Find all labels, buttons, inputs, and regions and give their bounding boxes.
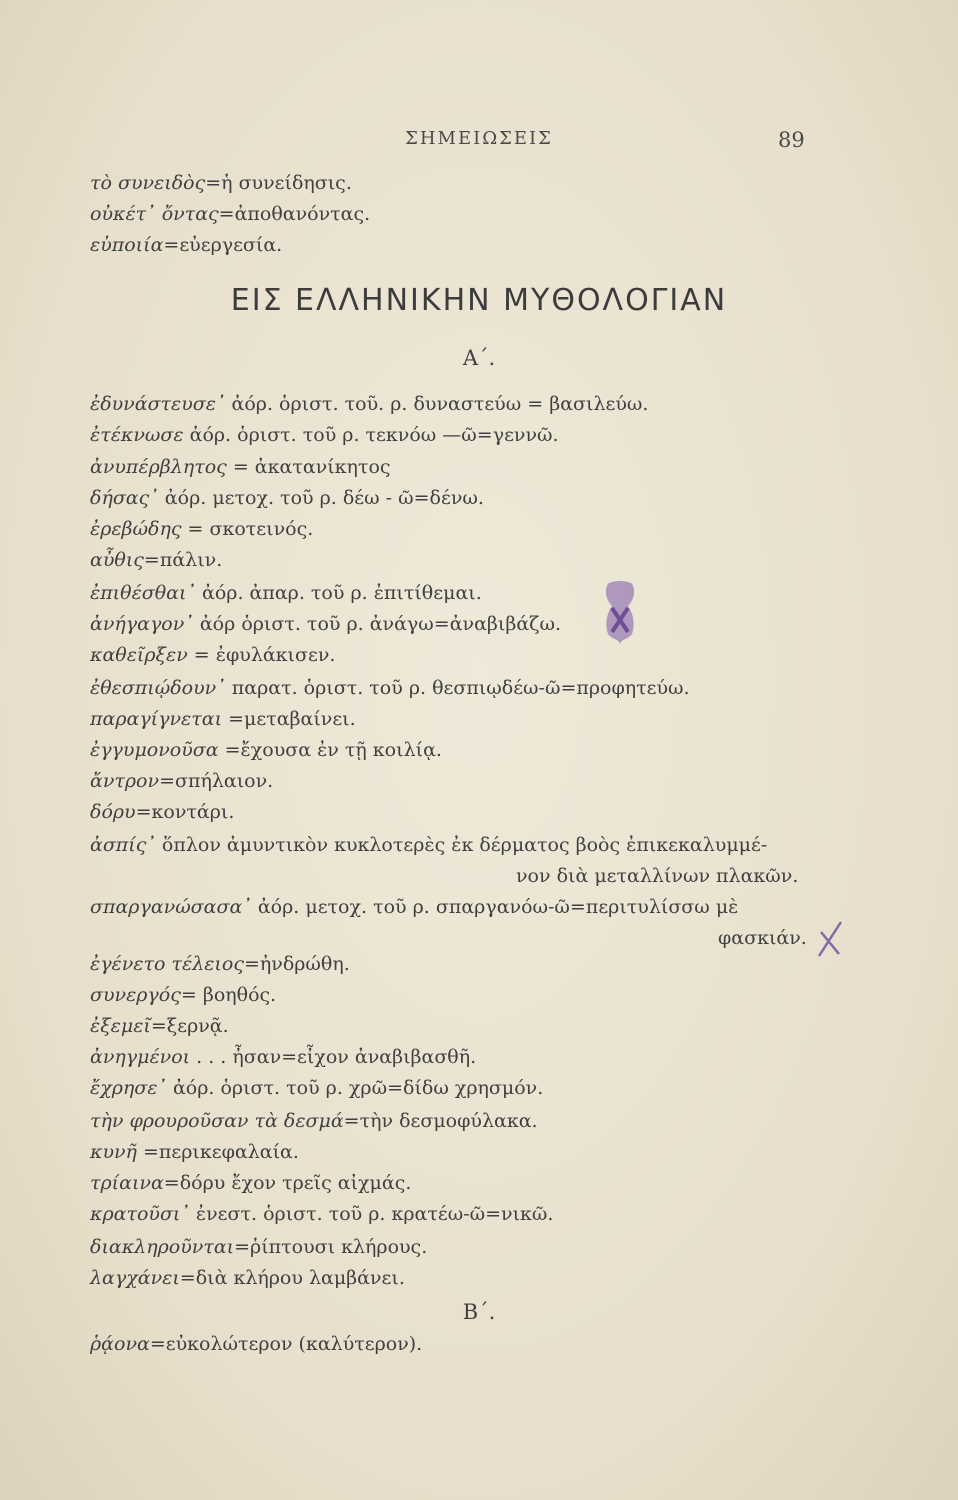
note-line: αὖθις=πάλιν. bbox=[90, 549, 223, 571]
note-line: ῥᾴονα=εὐκολώτερον (καλύτερον). bbox=[90, 1333, 423, 1355]
note-line: κρατοῦσι᾽ ἐνεστ. ὁριστ. τοῦ ρ. κρατέω-ῶ=νικῶ. bbox=[90, 1203, 554, 1225]
note-line: τὸ συνειδὸς=ἡ συνείδησις. bbox=[90, 172, 352, 194]
note-line: οὐκέτ᾽ ὄντας=ἀποθανόντας. bbox=[90, 203, 371, 225]
note-line: καθεῖρξεν = ἐφυλάκισεν. bbox=[90, 644, 336, 666]
note-line: διακληροῦνται=ῥίπτουσι κλήρους. bbox=[90, 1236, 428, 1258]
note-line: τρίαινα=δόρυ ἔχον τρεῖς αἰχμάς. bbox=[90, 1172, 412, 1194]
note-continuation: φασκιάν. bbox=[718, 927, 807, 949]
note-line: τὴν φρουροῦσαν τὰ δεσμά=τὴν δεσμοφύλακα. bbox=[90, 1110, 538, 1132]
note-line: ἐγένετο τέλειος=ἠνδρώθη. bbox=[90, 953, 350, 975]
page-number: 89 bbox=[778, 128, 805, 152]
note-line: συνεργός= βοηθός. bbox=[90, 984, 277, 1006]
running-title: ΣΗΜΕΙΩΣΕΙΣ bbox=[405, 128, 553, 149]
pencil-x-mark bbox=[813, 918, 849, 960]
section-heading: ΕΙΣ ΕΛΛΗΝΙΚΗΝ ΜΥΘΟΛΟΓΙΑΝ bbox=[230, 283, 728, 318]
note-line: ἐρεβώδης = σκοτεινός. bbox=[90, 518, 314, 540]
note-line: ἐγγυμονοῦσα =ἔχουσα ἐν τῇ κοιλίᾳ. bbox=[90, 739, 442, 761]
note-continuation: νον διὰ μεταλλίνων πλακῶν. bbox=[516, 865, 799, 887]
ink-stamp-mark bbox=[598, 578, 642, 648]
part-b-heading: Β΄. bbox=[462, 1300, 496, 1324]
note-line: δήσας᾽ ἀόρ. μετοχ. τοῦ ρ. δέω - ῶ=δένω. bbox=[90, 487, 484, 509]
part-a-heading: Α΄. bbox=[462, 346, 496, 370]
note-line: παραγίγνεται =μεταβαίνει. bbox=[90, 708, 356, 730]
note-line: ἔχρησε᾽ ἀόρ. ὁριστ. τοῦ ρ. χρῶ=δίδω χρησμόν. bbox=[90, 1077, 544, 1099]
note-line: δόρυ=κοντάρι. bbox=[90, 801, 235, 823]
note-line: ἐτέκνωσε ἀόρ. ὁριστ. τοῦ ρ. τεκνόω —ῶ=γεννῶ. bbox=[90, 424, 559, 446]
note-line: λαγχάνει=διὰ κλήρου λαμβάνει. bbox=[90, 1267, 405, 1289]
note-line: ἀνυπέρβλητος = ἀκατανίκητος bbox=[90, 456, 391, 478]
note-line: κυνῆ =περικεφαλαία. bbox=[90, 1141, 299, 1163]
note-line: ἐθεσπιῴδουν᾽ παρατ. ὁριστ. τοῦ ρ. θεσπιῳδέω-ῶ=προφητεύω. bbox=[90, 677, 690, 699]
note-line: ἐξεμεῖ=ξερνᾷ. bbox=[90, 1015, 229, 1037]
note-line: ἐπιθέσθαι᾽ ἀόρ. ἀπαρ. τοῦ ρ. ἐπιτίθεμαι. bbox=[90, 582, 482, 604]
note-line: σπαργανώσασα᾽ ἀόρ. μετοχ. τοῦ ρ. σπαργανόω-ῶ=περιτυλίσσω μὲ bbox=[90, 896, 739, 918]
note-line: εὐποιία=εὐεργεσία. bbox=[90, 234, 283, 256]
note-line: ἀνήγαγον᾽ ἀόρ ὁριστ. τοῦ ρ. ἀνάγω=ἀναβιβάζω. bbox=[90, 613, 561, 635]
note-line: ἀσπίς᾽ ὅπλον ἀμυντικὸν κυκλοτερὲς ἐκ δέρματος βοὸς ἐπικεκαλυμμέ- bbox=[90, 834, 768, 856]
note-line: ἄντρον=σπήλαιον. bbox=[90, 770, 274, 792]
note-line: ἀνηγμένοι . . . ἦσαν=εἶχον ἀναβιβασθῆ. bbox=[90, 1046, 477, 1068]
note-line: ἐδυνάστευσε᾽ ἀόρ. ὁριστ. τοῦ. ρ. δυναστεύω = βασιλεύω. bbox=[90, 393, 649, 415]
